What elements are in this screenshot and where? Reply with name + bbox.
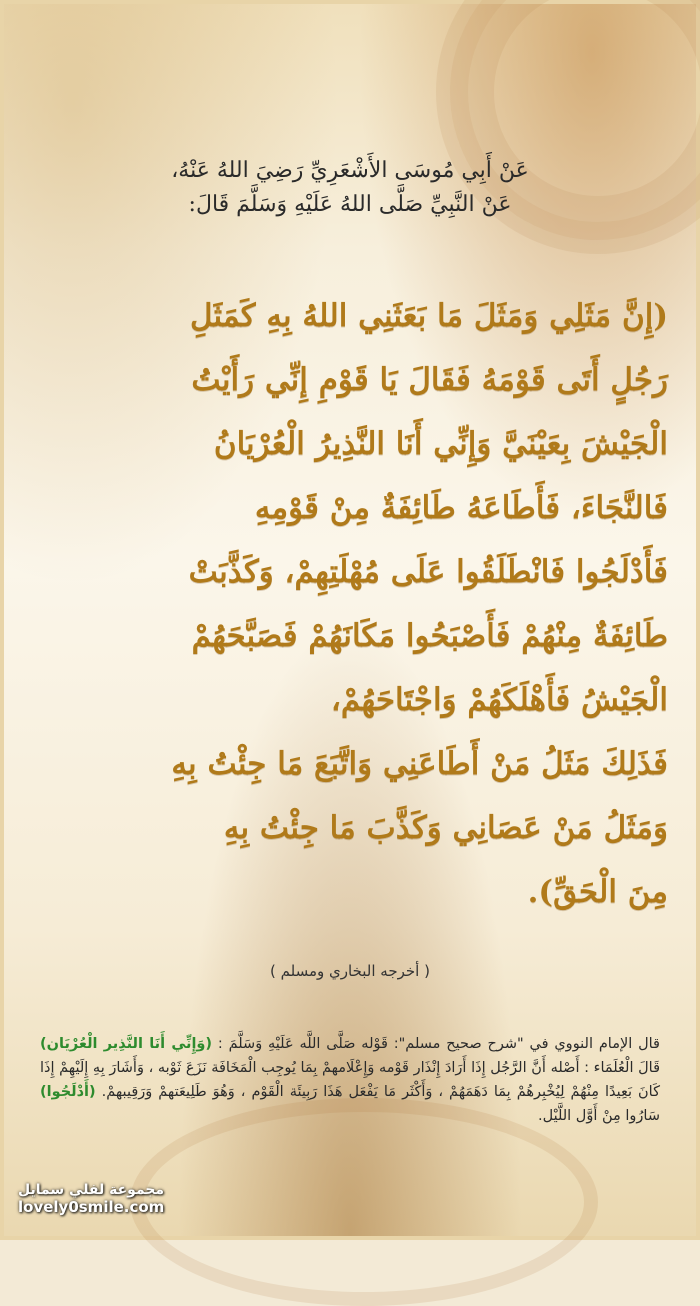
- watermark-arabic: مجموعة لفلي سمايل: [18, 1182, 165, 1198]
- hadith-line: فَالنَّجَاءَ، فَأَطَاعَهُ طَائِفَةٌ مِنْ قَوْمِهِ: [254, 490, 668, 526]
- chain-line-2: عَنْ النَّبِيِّ صَلَّى اللهُ عَلَيْهِ وَسَلَّمَ قَالَ:: [188, 192, 512, 217]
- chain-line-1: عَنْ أَبِي مُوسَى الأَشْعَرِيِّ رَضِيَ اللهُ عَنْهُ،: [171, 158, 529, 183]
- hadith-source: ( أخرجه البخاري ومسلم ): [270, 962, 430, 980]
- hadith-chain: [44, 154, 656, 222]
- hadith-text: [32, 284, 668, 924]
- hadith-line: فَذَلِكَ مَثَلُ مَنْ أَطَاعَنِي وَاتَّبَعَ مَا جِئْتُ بِهِ: [171, 746, 668, 782]
- commentary-part: سَارُوا مِنْ أَوَّل اللَّيْل.: [537, 1108, 660, 1124]
- hadith-line: رَجُلٍ أَتَى قَوْمَهُ فَقَالَ يَا قَوْمِ إِنِّي رَأَيْتُ: [191, 362, 668, 398]
- site-watermark: [18, 1182, 198, 1216]
- hadith-line: الْجَيْشَ بِعَيْنَيَّ وَإِنِّي أَنَا النَّذِيرُ الْعُرْيَانُ: [213, 426, 668, 462]
- hadith-line: وَمَثَلُ مَنْ عَصَانِي وَكَذَّبَ مَا جِئْتُ بِهِ: [223, 810, 668, 846]
- hadith-line: الْجَيْشُ فَأَهْلَكَهُمْ وَاجْتَاحَهُمْ،: [330, 682, 668, 718]
- commentary-highlight: (أَدْلَجُوا): [40, 1084, 96, 1100]
- hadith-line: طَائِفَةٌ مِنْهُمْ فَأَصْبَحُوا مَكَانَهُمْ فَصَبَّحَهُمْ: [191, 618, 668, 654]
- commentary-part: قال الإمام النووي في "شرح صحيح مسلم": قَوْله صَلَّى اللَّه عَلَيْهِ وَسَلَّمَ :: [212, 1036, 660, 1052]
- hadith-line: فَأَدْلَجُوا فَانْطَلَقُوا عَلَى مُهْلَتِهِمْ، وَكَذَّبَتْ: [188, 554, 668, 590]
- commentary-text: [40, 1032, 660, 1128]
- commentary-highlight: (وَإِنِّي أَنَا النَّذِير الْعُرْيَان): [40, 1036, 213, 1052]
- watermark-site: lovely0smile.com: [18, 1198, 165, 1216]
- hadith-line: مِنَ الْحَقِّ).: [527, 874, 668, 910]
- arabesque-ornament-bottom: [130, 1098, 598, 1306]
- commentary-part: قَالَ الْعُلَمَاء : أَصْله أَنَّ الرَّجُل إِذَا أَرَادَ إِنْذَار قَوْمه وَإِعْلَامهمْ بِمَا يُوجِب الْمَخَافَة نَزَعَ ثَوْبه ، وَأَشَارَ بِهِ إِلَيْهِمْ إِذَا كَانَ بَعِيدًا مِنْهُمْ لِيُخْبِرهُمْ بِمَا دَهَمَهُمْ ، وَأَكْثَر مَا يَفْعَل هَذَا رَبِيئَة الْقَوْم ، وَهُوَ طَلِيعَتهمْ وَرَقِيبهمْ.: [40, 1060, 660, 1100]
- hadith-line: (إِنَّ مَثَلِي وَمَثَلَ مَا بَعَثَنِي اللهُ بِهِ كَمَثَلِ: [190, 298, 668, 334]
